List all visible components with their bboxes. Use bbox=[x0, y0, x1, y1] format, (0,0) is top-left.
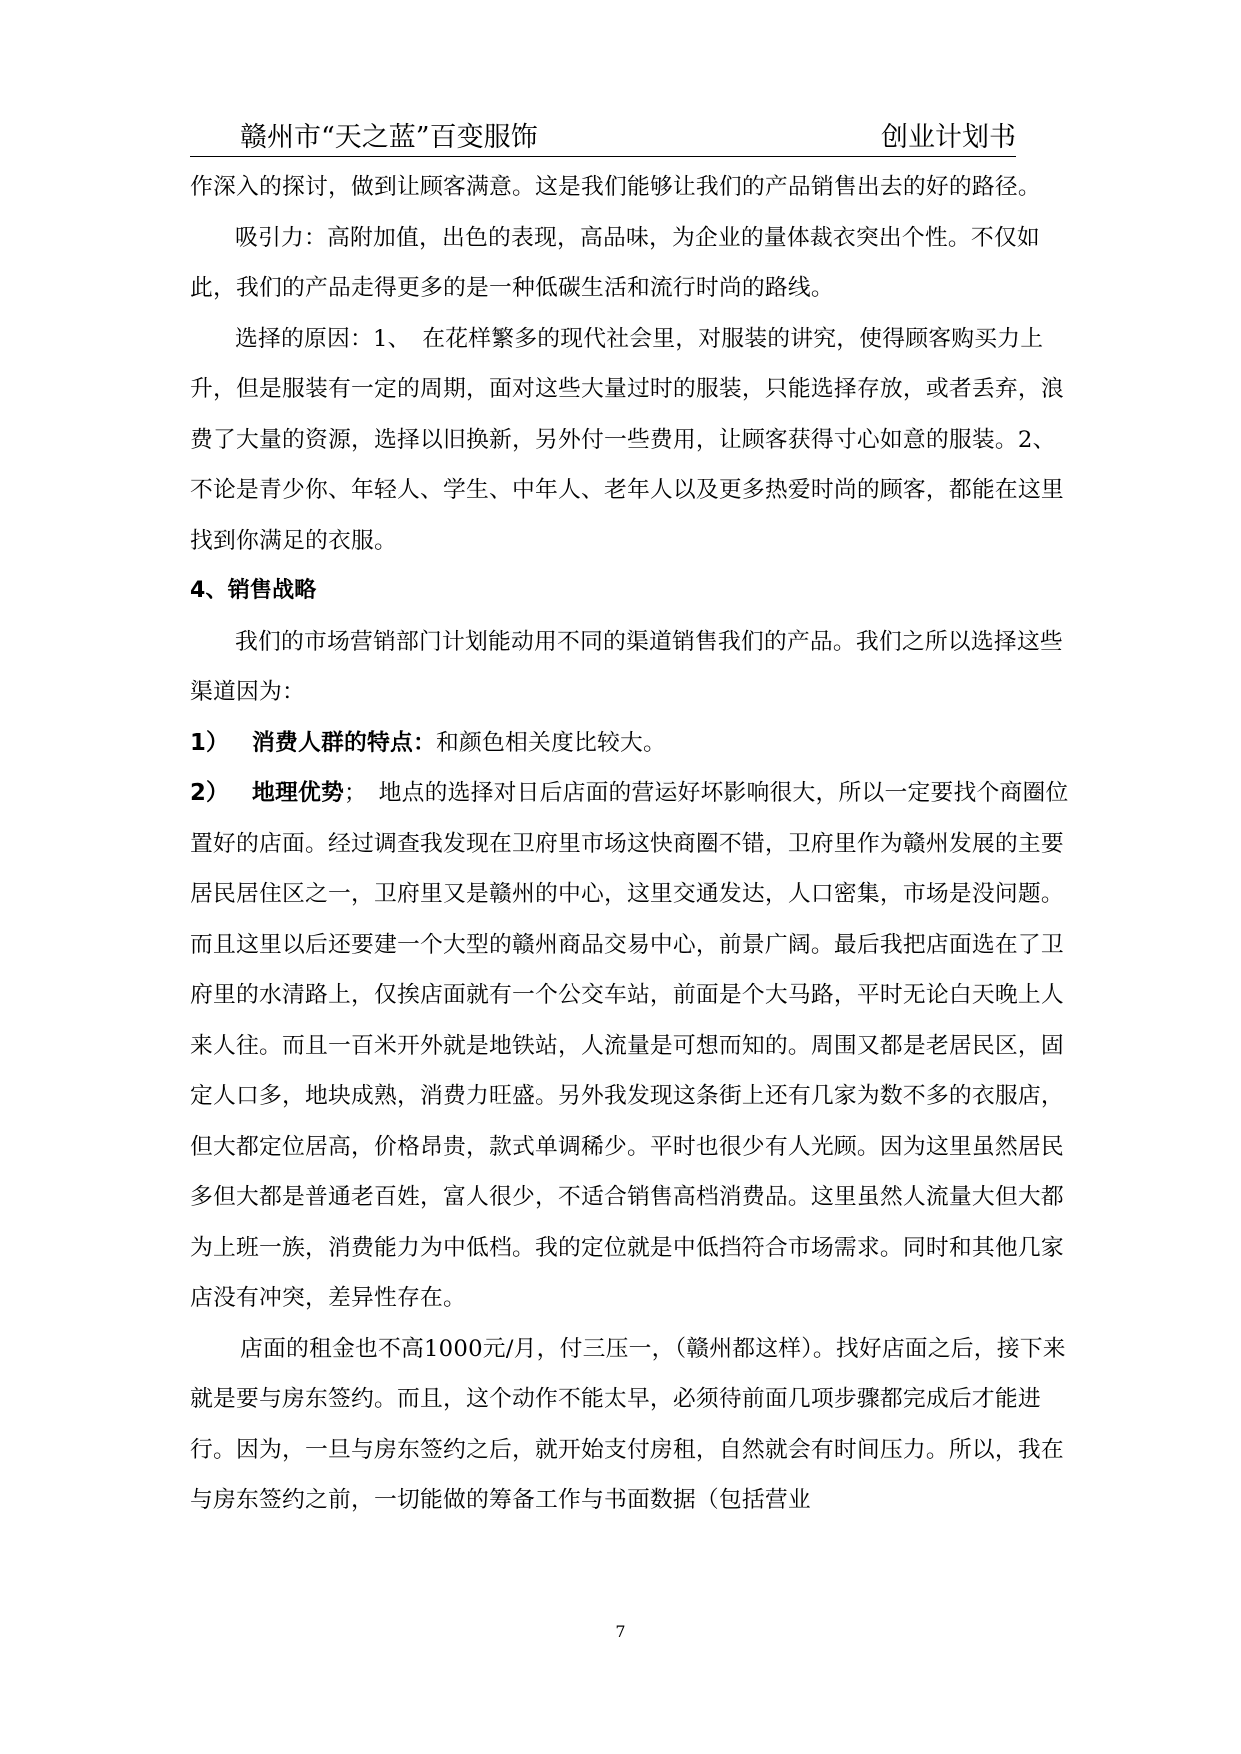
list-item-consumer-traits bbox=[190, 718, 1070, 769]
list-term: 消费人群的特点： bbox=[252, 729, 436, 756]
list-text: 和颜色相关度比较大。 bbox=[435, 729, 666, 756]
page-number: 7 bbox=[615, 1622, 626, 1641]
section-heading-sales-strategy: 4、销售战略 bbox=[190, 578, 317, 603]
list-number: 2） bbox=[190, 780, 230, 806]
paragraph-rent: 店面的租金也不高1000元/月，付三压一，（赣州都这样）。找好店面之后，接下来就是要与房东签约。而且，这个动作不能太早，必须待前面几项步骤都完成后才能进行。因为，一旦与房东签约之后，就开始支付房租，自然就会有时间压力。所以，我在与房东签约之前，一切能做的筹备工作与书面数据（包括营业 bbox=[190, 1335, 1066, 1513]
header-document-type: 创业计划书 bbox=[881, 122, 1016, 153]
list-number: 1） bbox=[190, 729, 230, 756]
list-term: 地理优势 bbox=[252, 780, 344, 806]
paragraph-attraction: 吸引力：高附加值，出色的表现，高品味，为企业的量体裁衣突出个性。不仅如此，我们的产品走得更多的是一种低碳生活和流行时尚的路线。 bbox=[190, 224, 1040, 301]
paragraph-channels: 我们的市场营销部门计划能动用不同的渠道销售我们的产品。我们之所以选择这些渠道因为： bbox=[190, 628, 1063, 705]
document-body bbox=[190, 162, 1070, 1526]
paragraph-continuation: 作深入的探讨，做到让顾客满意。这是我们能够让我们的产品销售出去的好的路径。 bbox=[190, 174, 1041, 200]
paragraph-reasons: 选择的原因：1、 在花样繁多的现代社会里，对服装的讲究，使得顾客购买力上升，但是服装有一定的周期，面对这些大量过时的服装，只能选择存放，或者丢弃，浪费了大量的资源，选择以旧换新，另外付一些费用，让顾客获得寸心如意的服装。2、不论是青少你、年轻人、学生、中年人、老年人以及更多热爱时尚的顾客，都能在这里找到你满足的衣服。 bbox=[190, 325, 1064, 554]
page-header bbox=[190, 120, 1016, 157]
header-title: 赣州市“天之蓝”百变服饰 bbox=[240, 122, 538, 153]
list-item-location-advantage bbox=[190, 768, 1070, 1324]
list-text: ； 地点的选择对日后店面的营运好坏影响很大，所以一定要找个商圈位置好的店面。经过调查我发现在卫府里市场这快商圈不错，卫府里作为赣州发展的主要居民居住区之一，卫府里又是赣州的中心，这里交通发达，人口密集，市场是没问题。而且这里以后还要建一个大型的赣州商品交易中心，前景广阔。最后我把店面选在了卫府里的水清路上，仅挨店面就有一个公交车站，前面是个大马路，平时无论白天晚上人来人往。而且一百米开外就是地铁站，人流量是可想而知的。周围又都是老居民区，固定人口多，地块成熟，消费力旺盛。另外我发现这条街上还有几家为数不多的衣服店，但大都定位居高，价格昂贵，款式单调稀少。平时也很少有人光顾。因为这里虽然居民多但大都是普通老百姓，富人很少，不适合销售高档消费品。这里虽然人流量大但大都为上班一族，消费能力为中低档。我的定位就是中低挡符合市场需求。同时和其他几家店没有冲突，差异性存在。 bbox=[190, 780, 1069, 1311]
